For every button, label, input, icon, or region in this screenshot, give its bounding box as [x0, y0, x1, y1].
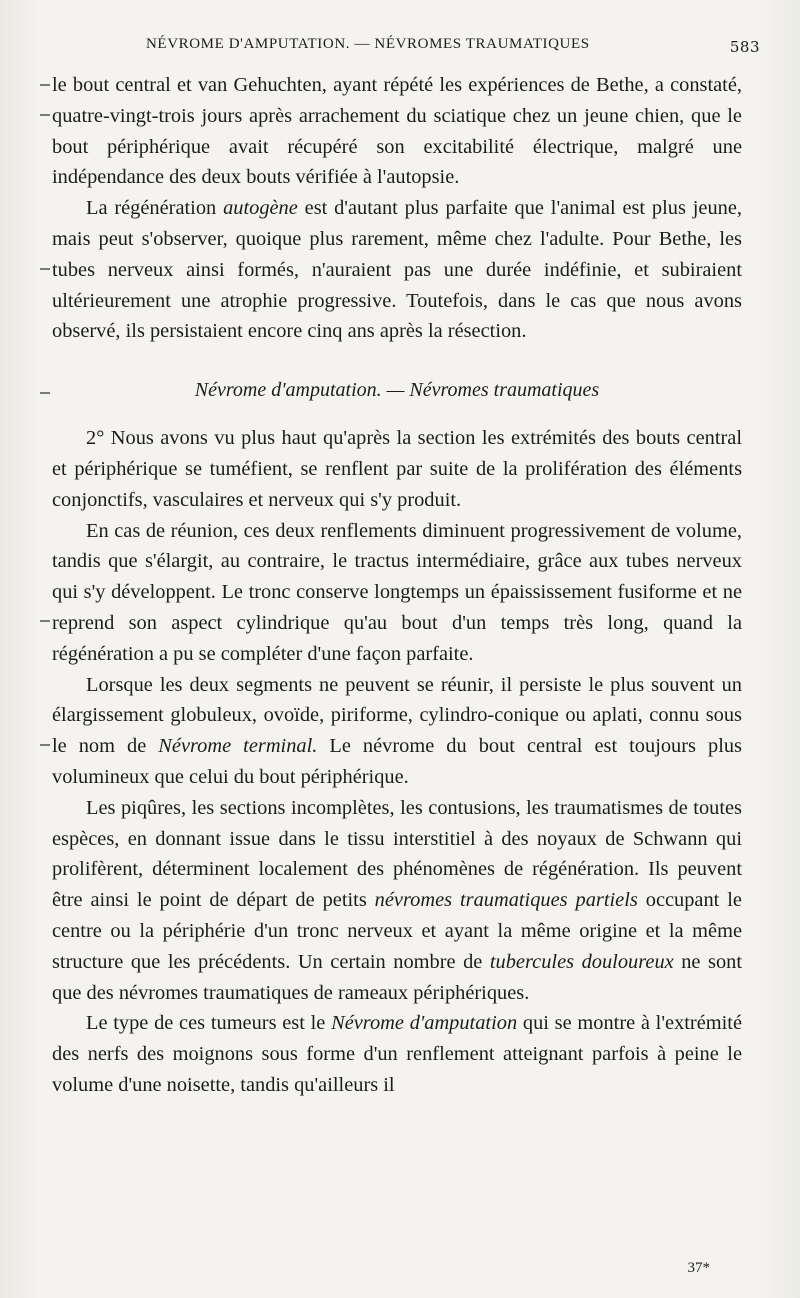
paragraph-6: [52, 793, 742, 1009]
paragraph-2-rest: est d'autant plus parfaite que l'animal est plus jeune, mais peut s'observer, quoique plus rarement, même chez l'adulte. Pour Bethe, les tubes nerveux ainsi formés, n'auraient pas une durée indéfinie, et subiraient ultérieurement une atrophie progressive. Toutefois, dans le cas que nous avons observé, ils persistaient encore cinq ans après la résection.: [52, 197, 742, 343]
gutter-mark: [40, 744, 50, 746]
term-nevromes-partiels: névromes traumatiques partiels: [374, 889, 638, 912]
paragraph-3: 2° Nous avons vu plus haut qu'après la section les extrémités des bouts central et périphérique se tuméfient, se renflent par suite de la prolifération des éléments conjonctifs, vasculaires et nerveux qui s'y produit.: [52, 427, 742, 511]
paragraph-6-middle: occupant le centre ou la périphérie d'un tronc nerveux et ayant la même origine et la même structure que les précédents. Un certain nombre de: [52, 889, 742, 973]
paragraph-7-start: Le type de ces tumeurs est le: [86, 1012, 332, 1035]
paragraph-6-start: Les piqûres, les sections incomplètes, les contusions, les traumatismes de toutes espèces, en donnant issue dans le tissu interstitiel à des noyaux de Schwann qui prolifèrent, déterminent localement des phénomènes de régénération. Ils peuvent être ainsi le point de départ de petits: [52, 796, 742, 912]
paragraph-5-rest: Le névrome du bout central est toujours plus volumineux que celui du bout périphérique.: [52, 735, 742, 788]
paragraph-7-rest: qui se montre à l'extrémité des nerfs des moignons sous forme d'un renflement atteignant parfois à peine le volume d'une noisette, tandis qu'ailleurs il: [52, 1012, 743, 1096]
paragraph-6-end: ne sont que des névromes traumatiques de rameaux périphériques.: [52, 950, 742, 1004]
running-head: NÉVROME D'AMPUTATION. — NÉVROMES TRAUMATIQUES: [146, 36, 590, 52]
paragraph-7: [52, 1008, 742, 1100]
section-heading: Névrome d'amputation. — Névromes traumatiques: [194, 379, 600, 402]
gutter-mark: [40, 268, 50, 270]
paragraph-2: [52, 193, 742, 347]
page-header: [60, 30, 760, 60]
paragraph-5-start: Lorsque les deux segments ne peuvent se réunir, il persiste le plus souvent un élargissement globuleux, ovoïde, piriforme, cylindro-conique ou aplati, connu sous le nom de: [52, 673, 742, 758]
gutter-mark: [40, 84, 50, 86]
term-autogene: autogène: [223, 197, 298, 220]
signature-mark: 37*: [687, 1260, 710, 1276]
paragraph-1: le bout central et van Gehuchten, ayant répété les expériences de Bethe, a constaté, quatre-vingt-trois jours après arrachement du sciatique chez un jeune chien, que le bout périphérique avait récupéré son excitabilité électrique, malgré une indépendance des deux bouts vérifiée à l'autopsie.: [52, 74, 742, 189]
page-number: 583: [729, 38, 760, 56]
paragraph-2-start: La régénération: [86, 197, 224, 220]
gutter-mark: [40, 392, 50, 394]
gutter-mark: [40, 114, 50, 116]
term-nevrome-terminal: Névrome terminal.: [158, 735, 318, 758]
gutter-mark: [40, 620, 50, 622]
paragraph-4: En cas de réunion, ces deux renflements diminuent progressivement de volume, tandis que s'élargit, au contraire, le tractus intermédiaire, grâce aux tubes nerveux qui s'y développent. Le tronc conserve longtemps un épaississement fusiforme et ne reprend son aspect cylindrique qu'au bout d'un temps très long, quand la régénération a pu se compléter d'une façon parfaite.: [52, 519, 742, 665]
term-tubercules-douloureux: tubercules douloureux: [489, 950, 674, 973]
paragraph-5: [52, 670, 742, 793]
term-nevrome-amputation: Névrome d'amputation: [331, 1012, 518, 1035]
body-text: [52, 70, 742, 1101]
